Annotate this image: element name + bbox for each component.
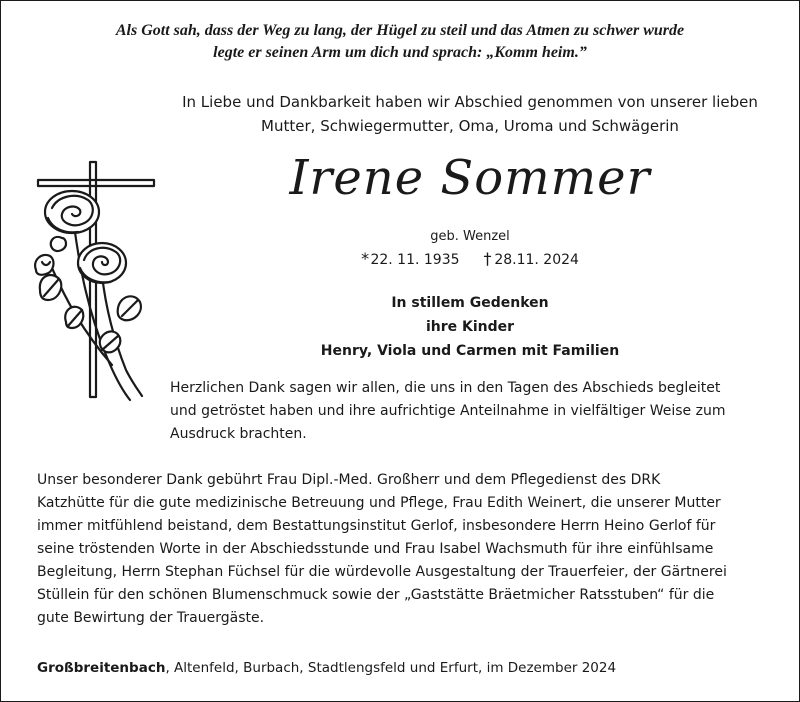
life-dates <box>300 249 640 270</box>
thanks-line: Begleitung, Herrn Stephan Füchsel für die würdevolle Ausgestaltung der Trauerfeier, der Gärtnerei <box>37 564 727 580</box>
thanks-line: und getröstet haben und ihre aufrichtige Anteilnahme in vielfältiger Weise zum <box>170 403 726 419</box>
dagger-icon: † <box>483 249 492 268</box>
motto-quote <box>40 20 760 64</box>
intro-line: Mutter, Schwiegermutter, Oma, Uroma und Schwägerin <box>261 117 679 135</box>
thanks-line: gute Bewirtung der Trauergäste. <box>37 610 265 626</box>
mourners-line: In stillem Gedenken <box>391 295 549 311</box>
thanks-line: Herzlichen Dank sagen wir allen, die uns in den Tagen des Abschieds begleitet <box>170 380 721 396</box>
special-thanks <box>37 469 777 630</box>
death-date: 28.11. 2024 <box>494 252 579 268</box>
deceased-name: Irene Sommer <box>289 150 651 206</box>
cross-with-roses-icon <box>22 150 172 415</box>
intro-text <box>150 90 790 138</box>
death-date-group <box>483 249 579 268</box>
places-and-date <box>37 658 777 678</box>
thanks-line: Ausdruck brachten. <box>170 426 307 442</box>
thanks-line: Unser besonderer Dank gebührt Frau Dipl.-Med. Großherr und dem Pflegedienst des DRK <box>37 472 661 488</box>
mourners-line: Henry, Viola und Carmen mit Familien <box>320 343 620 359</box>
star-icon: * <box>361 249 370 268</box>
motto-line: Als Gott sah, dass der Weg zu lang, der Hügel zu steil und das Atmen zu schwer wurde <box>115 22 685 39</box>
birth-date-group <box>361 249 460 268</box>
other-places: , Altenfeld, Burbach, Stadtlengsfeld und Erfurt, im Dezember 2024 <box>165 660 617 676</box>
motto-line: legte er seinen Arm um dich und sprach: „Komm heim.” <box>213 44 587 61</box>
birth-name: geb. Wenzel <box>430 229 510 244</box>
general-thanks <box>170 377 790 446</box>
thanks-line: Stüllein für den schönen Blumenschmuck sowie der „Gaststätte Bräetmicher Ratsstuben“ für die <box>37 587 715 603</box>
mourners-line: ihre Kinder <box>425 319 515 335</box>
thanks-line: seine tröstenden Worte in der Abschiedsstunde und Frau Isabel Wachsmuth für ihre einfühlsame <box>37 541 714 557</box>
main-place: Großbreitenbach <box>37 660 166 676</box>
mourners-block <box>230 291 710 363</box>
intro-line: In Liebe und Dankbarkeit haben wir Abschied genommen von unserer lieben <box>182 93 758 111</box>
thanks-line: immer mitfühlend beistand, dem Bestattungsinstitut Gerlof, insbesondere Herrn Heino Gerlof für <box>37 518 716 534</box>
birth-date: 22. 11. 1935 <box>370 252 460 268</box>
thanks-line: Katzhütte für die gute medizinische Betreuung und Pflege, Frau Edith Weinert, die unserer Mutter <box>37 495 721 511</box>
